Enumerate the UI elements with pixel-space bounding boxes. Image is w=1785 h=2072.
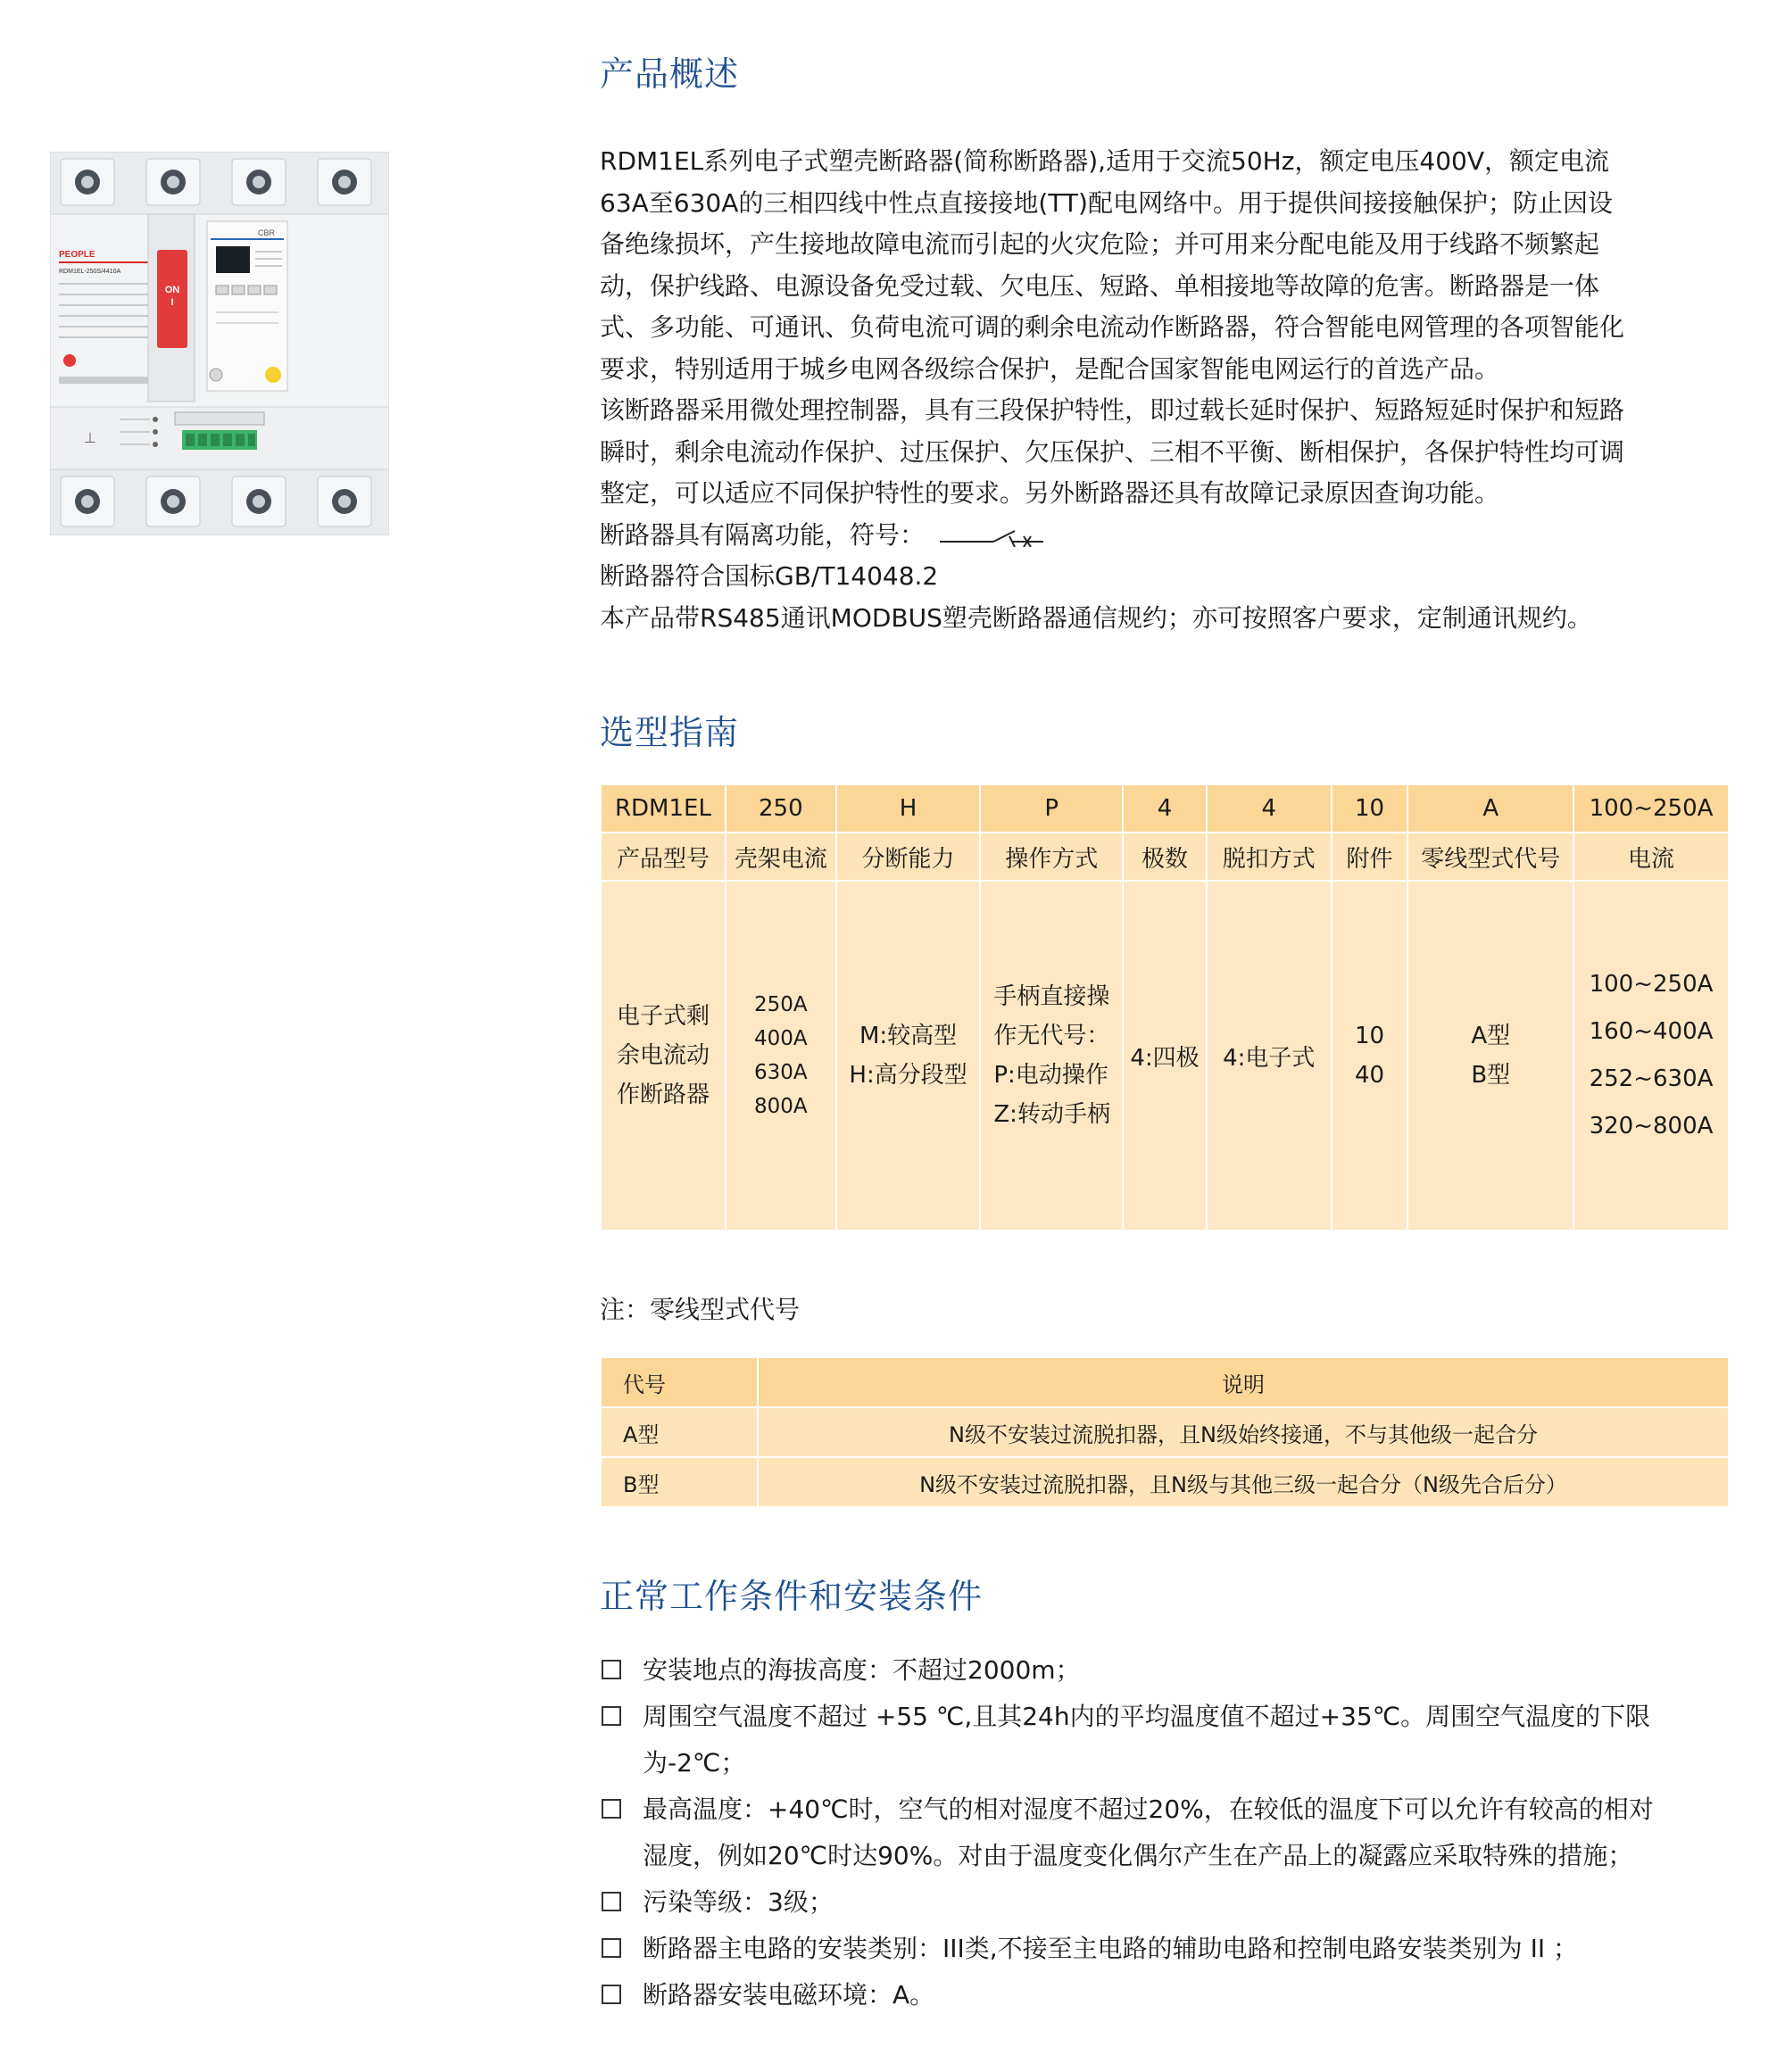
circuit-breaker-illustration bbox=[50, 152, 389, 535]
code-cell: A bbox=[1407, 784, 1573, 833]
code-cell: 4 bbox=[1207, 784, 1332, 833]
table-row bbox=[601, 1407, 1729, 1457]
code-cell: 250 bbox=[726, 784, 836, 833]
isolation-text: 断路器具有隔离功能，符号： bbox=[600, 519, 926, 550]
detail-line: 10 bbox=[1354, 1023, 1385, 1049]
header-cell: 电流 bbox=[1573, 833, 1729, 881]
neutral-detail-cell bbox=[1407, 881, 1573, 1231]
condition-text: 污染等级：3级； bbox=[643, 1887, 834, 1917]
detail-line: 余电流动 bbox=[616, 1042, 710, 1069]
neutral-header-code: 代号 bbox=[601, 1357, 758, 1407]
detail-line: 400A bbox=[754, 1027, 808, 1050]
header-cell: 零线型式代号 bbox=[1407, 833, 1573, 881]
comm-line: 本产品带RS485通讯MODBUS塑壳断路器通信规约；亦可按照客户要求，定制通讯规约。 bbox=[600, 602, 1592, 633]
list-item bbox=[600, 1972, 1760, 2018]
detail-row bbox=[601, 881, 1729, 1231]
brand-text: PEOPLE bbox=[59, 250, 95, 260]
header-cell: 脱扣方式 bbox=[1207, 833, 1332, 881]
overview-line: RDM1EL系列电子式塑壳断路器(简称断路器),适用于交流50Hz，额定电压400V，额定电流 bbox=[600, 146, 1610, 176]
current-detail-cell bbox=[1573, 881, 1729, 1231]
list-item bbox=[600, 1879, 1760, 1926]
neutral-code-cell: A型 bbox=[601, 1407, 758, 1457]
detail-line: H:高分段型 bbox=[849, 1062, 967, 1089]
checkbox-icon bbox=[602, 1892, 621, 1911]
neutral-code-cell: B型 bbox=[601, 1457, 758, 1507]
detail-line: 手柄直接操 bbox=[993, 983, 1110, 1010]
frame-detail-cell bbox=[726, 881, 836, 1231]
detail-line: A型 bbox=[1471, 1023, 1511, 1049]
detail-line: B型 bbox=[1471, 1062, 1511, 1089]
detail-line: P:电动操作 bbox=[993, 1062, 1108, 1089]
neutral-desc-cell: N级不安装过流脱扣器，且N级始终接通，不与其他级一起合分 bbox=[758, 1407, 1729, 1457]
poles-detail-cell: 4:四极 bbox=[1123, 881, 1207, 1231]
header-cell: 附件 bbox=[1332, 833, 1408, 881]
list-item bbox=[600, 1647, 1760, 1694]
condition-text: 断路器安装电磁环境：A。 bbox=[643, 1980, 935, 2010]
on-mark: I bbox=[170, 297, 174, 308]
on-label: ON bbox=[164, 285, 180, 295]
list-item bbox=[600, 1694, 1760, 1786]
condition-text: 断路器主电路的安装类别：III类,不接至主电路的辅助电路和控制电路安装类别为 II ； bbox=[643, 1934, 1578, 1963]
checkbox-icon bbox=[602, 1985, 621, 2004]
header-cell: 分断能力 bbox=[836, 833, 981, 881]
checkbox-icon bbox=[602, 1938, 621, 1958]
code-cell: 100~250A bbox=[1573, 784, 1729, 833]
conditions-list bbox=[600, 1647, 1760, 2018]
condition-text: 周围空气温度不超过 +55 ℃,且其24h内的平均温度值不超过+35℃。周围空气温度的下限 bbox=[643, 1702, 1651, 1731]
overview-line: 备绝缘损坏，产生接地故障电流而引起的火灾危险；并可用来分配电能及用于线路不频繁起 bbox=[600, 229, 1600, 259]
neutral-type-table bbox=[600, 1356, 1730, 1508]
model-detail-cell bbox=[601, 881, 726, 1231]
detail-line: 800A bbox=[754, 1095, 808, 1118]
accessory-detail-cell bbox=[1332, 881, 1408, 1231]
cbr-label: CBR bbox=[257, 228, 275, 237]
svg-text:⊥: ⊥ bbox=[84, 429, 96, 446]
detail-line: 630A bbox=[754, 1061, 808, 1084]
detail-line: 作无代号： bbox=[993, 1023, 1110, 1049]
breaking-detail-cell bbox=[836, 881, 981, 1231]
header-cell: 壳架电流 bbox=[726, 833, 836, 881]
detail-line: 作断路器 bbox=[616, 1082, 710, 1108]
overview-line: 动，保护线路、电源设备免受过载、欠电压、短路、单相接地等故障的危害。断路器是一体 bbox=[600, 270, 1600, 301]
condition-text: 安装地点的海拔高度：不超过2000m； bbox=[643, 1655, 1081, 1685]
detail-line: M:较高型 bbox=[859, 1023, 958, 1049]
code-cell: RDM1EL bbox=[601, 784, 726, 833]
condition-text: 最高温度：+40℃时，空气的相对湿度不超过20%，在较低的温度下可以允许有较高的相对 bbox=[643, 1794, 1654, 1824]
detail-line: 40 bbox=[1354, 1062, 1385, 1089]
trip-detail-cell: 4:电子式 bbox=[1207, 881, 1332, 1231]
detail-line: 250A bbox=[754, 993, 808, 1016]
detail-line: 252~630A bbox=[1589, 1065, 1714, 1092]
list-item bbox=[600, 1786, 1760, 1879]
isolation-line bbox=[600, 515, 1760, 557]
overview-line: 式、多功能、可通讯、负荷电流可调的剩余电流动作断路器，符合智能电网管理的各项智能化 bbox=[600, 312, 1625, 342]
detail-line: 320~800A bbox=[1589, 1113, 1714, 1140]
product-image bbox=[50, 152, 389, 535]
overview-title: 产品概述 bbox=[600, 54, 740, 94]
note-text: 注：零线型式代号 bbox=[600, 1295, 801, 1324]
checkbox-icon bbox=[602, 1799, 621, 1819]
operation-detail-cell bbox=[980, 881, 1123, 1231]
condition-text: 湿度，例如20℃时达90%。对由于温度变化偶尔产生在产品上的凝露应采取特殊的措施； bbox=[643, 1841, 1633, 1870]
list-item bbox=[600, 1926, 1760, 1972]
header-row bbox=[601, 833, 1729, 881]
condition-text: 为-2℃； bbox=[643, 1748, 746, 1778]
selection-table bbox=[600, 783, 1730, 1231]
checkbox-icon bbox=[602, 1660, 621, 1679]
neutral-desc-cell: N级不安装过流脱扣器，且N级与其他三级一起合分（N级先合后分） bbox=[758, 1457, 1729, 1507]
overview-line: 该断路器采用微处理控制器，具有三段保护特性，即过载长延时保护、短路短延时保护和短路 bbox=[600, 395, 1625, 425]
header-cell: 产品型号 bbox=[601, 833, 726, 881]
code-cell: P bbox=[980, 784, 1123, 833]
model-plate-text: RDM1EL-250S/4410A bbox=[59, 269, 121, 275]
detail-line: Z:转动手柄 bbox=[993, 1101, 1110, 1128]
selection-title: 选型指南 bbox=[600, 713, 740, 752]
checkbox-icon bbox=[602, 1706, 621, 1726]
header-cell: 极数 bbox=[1123, 833, 1207, 881]
overview-line: 要求，特别适用于城乡电网各级综合保护，是配合国家智能电网运行的首选产品。 bbox=[600, 353, 1500, 384]
overview-text bbox=[600, 141, 1760, 639]
code-row bbox=[601, 784, 1729, 833]
header-cell: 操作方式 bbox=[980, 833, 1123, 881]
detail-line: 160~400A bbox=[1589, 1018, 1714, 1045]
table-row bbox=[601, 1457, 1729, 1507]
detail-line: 电子式剩 bbox=[616, 1003, 710, 1030]
isolation-switch-icon bbox=[938, 526, 1045, 547]
code-cell: 10 bbox=[1332, 784, 1408, 833]
overview-line: 63A至630A的三相四线中性点直接接地(TT)配电网络中。用于提供间接接触保护；防止因设 bbox=[600, 187, 1613, 218]
neutral-header-row bbox=[601, 1357, 1729, 1407]
conditions-title: 正常工作条件和安装条件 bbox=[600, 1577, 984, 1616]
neutral-header-desc: 说明 bbox=[758, 1357, 1729, 1407]
detail-line: 100~250A bbox=[1589, 971, 1714, 998]
code-cell: H bbox=[836, 784, 981, 833]
standard-line: 断路器符合国标GB/T14048.2 bbox=[600, 561, 939, 591]
code-cell: 4 bbox=[1123, 784, 1207, 833]
overview-line: 瞬时，剩余电流动作保护、过压保护、欠压保护、三相不平衡、断相保护，各保护特性均可调 bbox=[600, 436, 1625, 467]
overview-line: 整定，可以适应不同保护特性的要求。另外断路器还具有故障记录原因查询功能。 bbox=[600, 478, 1500, 508]
